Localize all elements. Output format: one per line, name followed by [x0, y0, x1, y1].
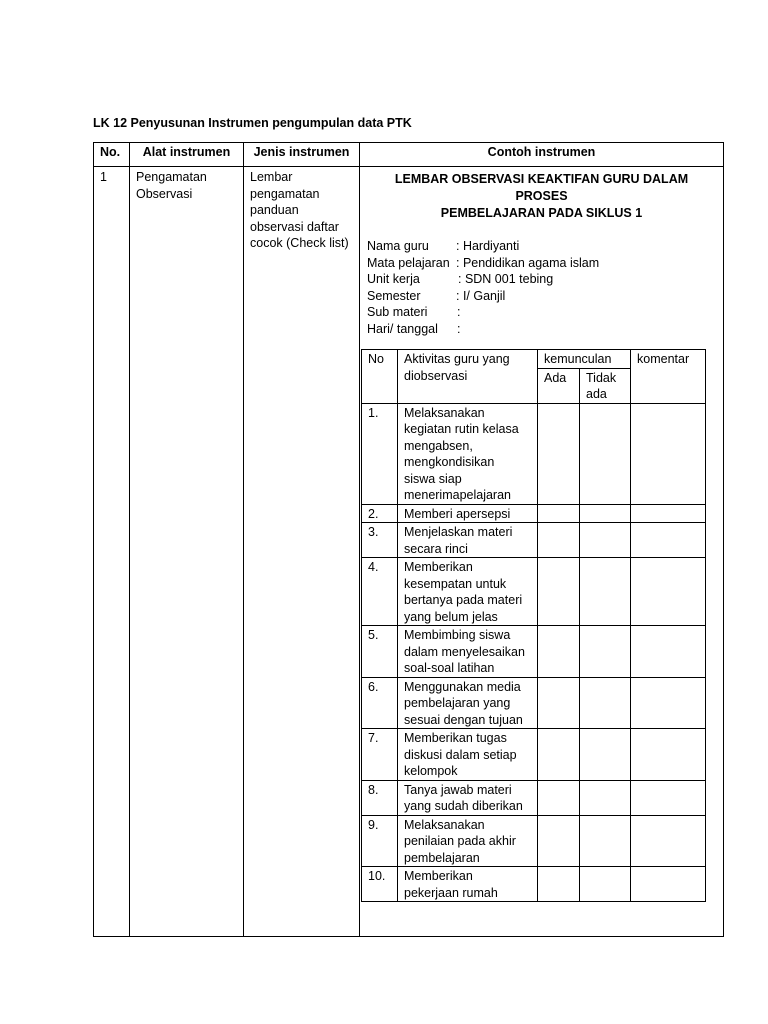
checklist-item-activity-line: Menggunakan media	[404, 679, 521, 694]
field-label: Nama guru	[367, 239, 429, 253]
checklist-cell-komentar[interactable]	[631, 867, 706, 902]
field-value: : Pendidikan agama islam	[456, 255, 600, 270]
checklist-item-activity-line: sesuai dengan tujuan	[404, 712, 523, 727]
checklist-item-activity-line: Melaksanakan	[404, 817, 485, 832]
field-value: :	[457, 321, 461, 336]
checklist-cell-ada[interactable]	[538, 626, 580, 678]
checklist-item-activity-line: Melaksanakan	[404, 405, 485, 420]
checklist-item-no: 9.	[362, 815, 398, 867]
checklist-item-activity-line: Memberi apersepsi	[404, 506, 511, 521]
checklist-item-activity-line: pekerjaan rumah	[404, 885, 498, 900]
field-sub-materi	[367, 304, 723, 321]
checklist-item-activity-line: bertanya pada materi	[404, 593, 523, 607]
checklist-cell-tidak-ada[interactable]	[580, 523, 631, 558]
checklist-row	[362, 626, 706, 678]
checklist-item-no: 1.	[362, 403, 398, 504]
checklist-cell-komentar[interactable]	[631, 558, 706, 626]
checklist-item-activity	[398, 523, 538, 558]
checklist-row	[362, 677, 706, 729]
checklist-header-komentar: komentar	[631, 350, 706, 404]
checklist-cell-tidak-ada[interactable]	[580, 403, 631, 504]
checklist-cell-komentar[interactable]	[631, 626, 706, 678]
checklist-cell-ada[interactable]	[538, 867, 580, 902]
checklist-cell-ada[interactable]	[538, 815, 580, 867]
instrument-row	[94, 167, 724, 937]
checklist-item-activity	[398, 403, 538, 504]
checklist-item-activity-line: Membimbing siswa	[404, 628, 511, 642]
checklist-header-tidak-ada	[580, 368, 631, 403]
row-jenis-line: cocok (Check list)	[250, 236, 349, 250]
field-nama-guru	[367, 238, 723, 255]
checklist-cell-tidak-ada[interactable]	[580, 504, 631, 523]
checklist-item-activity-line: menerimapelajaran	[404, 488, 512, 502]
checklist-cell-komentar[interactable]	[631, 504, 706, 523]
row-alat-cell	[130, 167, 244, 937]
row-alat-text	[130, 167, 243, 204]
checklist-item-activity	[398, 504, 538, 523]
checklist-cell-komentar[interactable]	[631, 780, 706, 815]
checklist-item-activity-line: pembelajaran	[404, 850, 480, 865]
checklist-item-activity-line: dalam menyelesaikan	[404, 644, 525, 659]
checklist-item-activity-line: Tanya jawab materi	[404, 782, 512, 797]
checklist-item-no: 6.	[362, 677, 398, 729]
checklist-item-activity-line: pembelajaran yang	[404, 696, 511, 710]
checklist-item-no: 3.	[362, 523, 398, 558]
instrument-table	[93, 142, 724, 937]
checklist-cell-ada[interactable]	[538, 729, 580, 781]
checklist-row	[362, 729, 706, 781]
checklist-item-activity	[398, 815, 538, 867]
checklist-header-activity-line: Aktivitas guru yang	[404, 352, 510, 366]
checklist-row	[362, 523, 706, 558]
checklist-header-activity	[398, 350, 538, 404]
checklist-item-no: 4.	[362, 558, 398, 626]
checklist-item-activity-line: diskusi dalam setiap	[404, 747, 517, 762]
row-contoh-cell	[360, 167, 724, 937]
form-title	[360, 167, 723, 222]
row-jenis-line: observasi daftar	[250, 219, 339, 234]
row-jenis-text	[244, 167, 359, 254]
checklist-item-no: 8.	[362, 780, 398, 815]
field-mata-pelajaran	[367, 255, 723, 272]
row-alat-line: Pengamatan	[136, 170, 207, 184]
observation-checklist	[361, 349, 706, 902]
checklist-item-activity-line: secara rinci	[404, 541, 468, 556]
field-label: Sub materi	[367, 305, 428, 319]
checklist-header-tidak-ada-line: Tidak	[586, 370, 617, 385]
checklist-item-activity-line: siswa siap	[404, 471, 462, 486]
checklist-item-no: 2.	[362, 504, 398, 523]
checklist-item-activity-line: Menjelaskan materi	[404, 525, 513, 539]
checklist-row	[362, 403, 706, 504]
checklist-cell-tidak-ada[interactable]	[580, 677, 631, 729]
header-alat-instrumen: Alat instrumen	[130, 143, 244, 167]
checklist-item-activity-line: soal-soal latihan	[404, 661, 495, 675]
row-no-cell	[94, 167, 130, 937]
field-value: :	[457, 305, 461, 319]
instrument-table-header	[94, 143, 724, 167]
checklist-header-kemunculan: kemunculan	[538, 350, 631, 369]
form-title-line: LEMBAR OBSERVASI KEAKTIFAN GURU DALAM PROSES	[394, 172, 689, 203]
field-value: : SDN 001 tebing	[458, 272, 554, 286]
row-jenis-line: pengamatan	[250, 186, 320, 201]
checklist-cell-tidak-ada[interactable]	[580, 626, 631, 678]
checklist-item-activity-line: kelompok	[404, 764, 458, 778]
field-unit-kerja	[367, 271, 723, 288]
row-jenis-line: Lembar	[250, 170, 293, 184]
field-label: Semester	[367, 288, 421, 303]
checklist-header-no: No	[362, 350, 398, 404]
page-title: LK 12 Penyusunan Instrumen pengumpulan data PTK	[93, 116, 412, 130]
checklist-row	[362, 558, 706, 626]
field-label: Unit kerja	[367, 272, 420, 286]
checklist-cell-komentar[interactable]	[631, 677, 706, 729]
checklist-item-activity	[398, 626, 538, 678]
checklist-header-ada: Ada	[538, 368, 580, 403]
checklist-item-no: 7.	[362, 729, 398, 781]
checklist-item-activity-line: kegiatan rutin kelasa	[404, 422, 519, 436]
checklist-item-no: 10.	[362, 867, 398, 902]
row-no: 1	[100, 170, 107, 184]
checklist-cell-ada[interactable]	[538, 403, 580, 504]
checklist-cell-ada[interactable]	[538, 558, 580, 626]
checklist-item-activity-line: Memberikan	[404, 869, 473, 883]
checklist-item-activity-line: kesempatan untuk	[404, 576, 507, 591]
checklist-item-activity-line: yang sudah diberikan	[404, 799, 523, 813]
checklist-item-activity-line: mengabsen,	[404, 438, 473, 453]
checklist-item-activity	[398, 729, 538, 781]
checklist-cell-komentar[interactable]	[631, 729, 706, 781]
checklist-item-activity-line: yang belum jelas	[404, 609, 498, 624]
checklist-item-activity	[398, 780, 538, 815]
field-label: Mata pelajaran	[367, 255, 450, 270]
checklist-cell-tidak-ada[interactable]	[580, 780, 631, 815]
header-jenis-instrumen: Jenis instrumen	[244, 143, 360, 167]
checklist-row	[362, 504, 706, 523]
checklist-cell-komentar[interactable]	[631, 523, 706, 558]
checklist-cell-komentar[interactable]	[631, 403, 706, 504]
field-label: Hari/ tanggal	[367, 321, 438, 336]
field-value: : Hardiyanti	[456, 239, 520, 253]
checklist-cell-tidak-ada[interactable]	[580, 729, 631, 781]
checklist-item-activity-line: Memberikan tugas	[404, 731, 507, 745]
form-title-line: PEMBELAJARAN PADA SIKLUS 1	[440, 206, 643, 220]
checklist-item-no: 5.	[362, 626, 398, 678]
row-alat-line: Observasi	[136, 186, 193, 201]
row-jenis-cell	[244, 167, 360, 937]
checklist-cell-ada[interactable]	[538, 504, 580, 523]
checklist-body	[362, 403, 706, 902]
checklist-cell-ada[interactable]	[538, 523, 580, 558]
checklist-header-activity-line: diobservasi	[404, 368, 468, 383]
checklist-cell-tidak-ada[interactable]	[580, 815, 631, 867]
checklist-cell-tidak-ada[interactable]	[580, 558, 631, 626]
checklist-cell-komentar[interactable]	[631, 815, 706, 867]
checklist-cell-ada[interactable]	[538, 677, 580, 729]
checklist-header-tidak-ada-line: ada	[586, 387, 607, 401]
field-semester	[367, 288, 723, 305]
checklist-cell-tidak-ada[interactable]	[580, 867, 631, 902]
checklist-header-row	[362, 350, 706, 369]
field-value: : I/ Ganjil	[456, 288, 506, 303]
row-jenis-line: panduan	[250, 203, 299, 217]
form-fields	[367, 238, 723, 337]
checklist-item-activity	[398, 867, 538, 902]
checklist-item-activity-line: mengkondisikan	[404, 455, 495, 469]
checklist-item-activity-line: penilaian pada akhir	[404, 834, 516, 848]
field-hari-tanggal	[367, 321, 723, 338]
checklist-cell-ada[interactable]	[538, 780, 580, 815]
checklist-row	[362, 780, 706, 815]
checklist-row	[362, 815, 706, 867]
header-contoh-instrumen: Contoh instrumen	[360, 143, 724, 167]
checklist-item-activity-line: Memberikan	[404, 560, 473, 574]
checklist-row	[362, 867, 706, 902]
checklist-item-activity	[398, 558, 538, 626]
checklist-item-activity	[398, 677, 538, 729]
header-no: No.	[94, 143, 130, 167]
